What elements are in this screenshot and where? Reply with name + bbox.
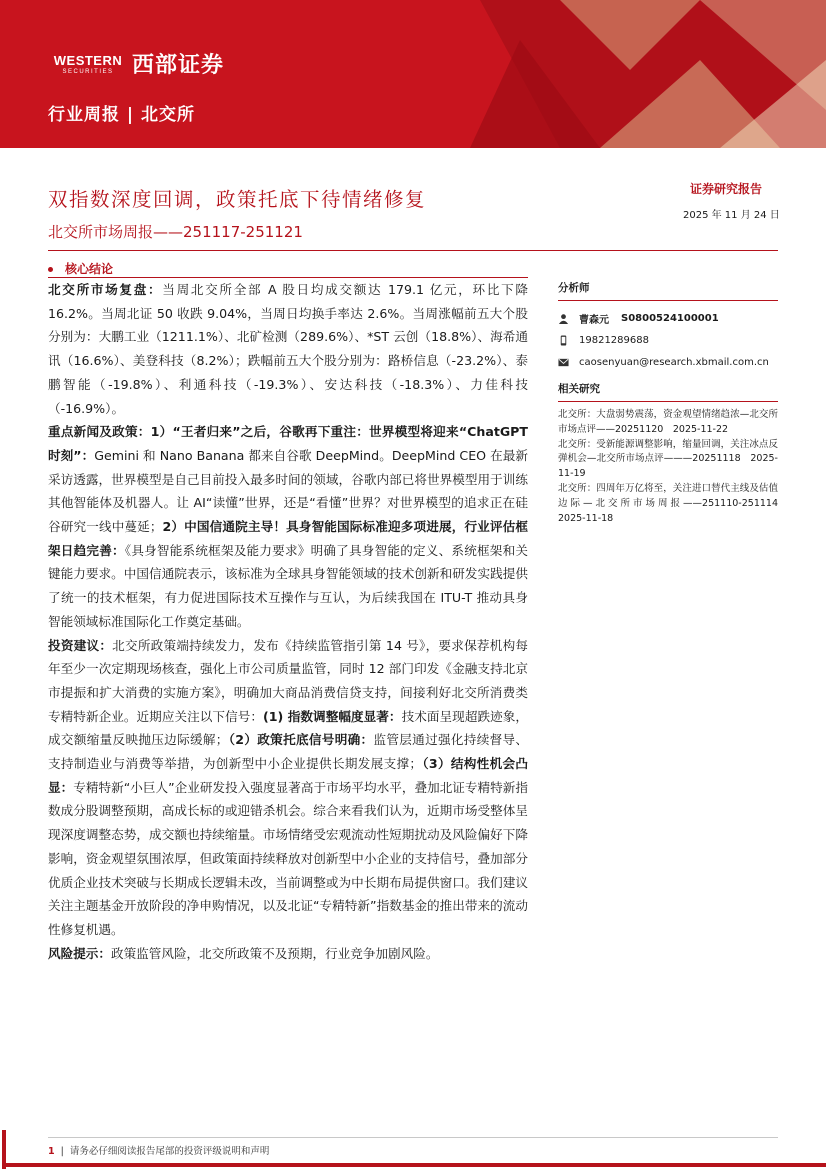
email-icon: [558, 357, 569, 368]
news-paragraph: 重点新闻及政策：1）“王者归来”之后，谷歌再下重注：世界模型将迎来“ChatGPT 时刻”：Gemini 和 Nano Banana 都来自谷歌 DeepMind。DeepMind CEO 在最新采访透露，世界模型是自己目前投入最多时间的领域，谷歌内部已将世界模型用于训练其他智能体及机器人。让 AI“读懂”世界，还是“看懂”世界？对世界模型的追求正在硅谷研究一线中蔓延；2）中国信通院主导！具身智能国际标准迎多项进展，行业评估框架日趋完善：《具身智能系统框架及能力要求》明确了具身智能的定义、系统框架和关键能力要求。中国信通院表示，该标准为全球具身智能领域的技术创新和研发实践提供了统一的技术框架，有力促进国际技术互操作与互认，为后续我国在 ITU-T 推动具身智能领域标准国际化工作奠定基础。: [48, 424, 529, 629]
logo-mark: [50, 53, 126, 75]
bullet-icon: [48, 267, 53, 272]
logo-text-en: WESTERN: [53, 52, 123, 68]
report-type: 行业周报 | 北交所: [48, 105, 196, 125]
analyst-phone: 19821289688: [579, 334, 649, 346]
phone-icon: [558, 335, 569, 346]
footer: [48, 1143, 269, 1157]
analyst-name-row: [558, 307, 778, 329]
sidebar: [558, 280, 788, 526]
related-heading: 相关研究: [558, 383, 600, 395]
email-row: [558, 351, 778, 373]
corner-bar-horizontal: [2, 1163, 826, 1167]
header-divider: [48, 250, 778, 251]
footer-disclaimer: 请务必仔细阅读报告尾部的投资评级说明和声明: [69, 1146, 270, 1157]
invest-paragraph: 投资建议：北交所政策端持续发力，发布《持续监管指引第 14 号》，要求保荐机构每年至少一次定期现场核查，强化上市公司质量监管，同时 12 部门印发《金融支持北京市提振和扩大消费的实施方案》，明确加大商品消费信贷支持，间接利好北交所消费类专精特新企业。近期应关注以下信号：(1) 指数调整幅度显著：技术面呈现超跌迹象，成交额缩量反映抛压边际缓解；（2）政策托底信号明确：监管层通过强化持续督导、支持制造业与消费等举措，为创新型中小企业提供长期发展支撑；（3）结构性机会凸显：专精特新“小巨人”企业研发投入强度显著高于市场平均水平，叠加北证专精特新指数成分股调整预期，高成长标的或迎错杀机会。综合来看我们认为，近期市场受整体呈现深度调整态势，成交额也持续缩量。市场情绪受宏观流动性短期扰动及风险偏好下降影响，资金观望氛围浓厚，但政策面持续释放对创新型中小企业的支持信号，叠加部分优质企业技术突破与长期成长逻辑未改，当前调整或为中长期布局提供窗口。我们建议关注主题基金开放阶段的净申购情况，以及北证“专精特新”指数基金的推出带来的流动性修复机遇。: [48, 637, 529, 937]
related-divider: [558, 401, 778, 402]
footer-divider: [48, 1137, 778, 1138]
related-item[interactable]: 北交所：四周年万亿将至，关注进口替代主线及估值边际—北交所市场周报——251110-251114 2025-11-18: [558, 482, 788, 524]
footer-separator: |: [60, 1146, 64, 1157]
core-heading: 核心结论: [48, 260, 113, 277]
report-subtitle: 北交所市场周报——251117-251121: [48, 223, 303, 241]
phone-row: [558, 329, 778, 351]
logo-text-en-sub: SECURITIES: [62, 68, 114, 75]
analyst-heading: 分析师: [558, 282, 590, 294]
related-item[interactable]: 北交所：受新能源调整影响，缩量回调，关注冰点反弹机会—北交所市场点评———20251118 2025-11-19: [558, 438, 778, 480]
analyst-divider: [558, 300, 778, 301]
report-title: 双指数深度回调，政策托底下待情绪修复: [48, 188, 427, 211]
market-paragraph: 北交所市场复盘：当周北交所全部 A 股日均成交额达 179.1 亿元，环比下降 16.2%。当周北证 50 收跌 9.04%，当周日均换手率达 2.6%。当周涨幅前五大个股分别为：大鹏工业（1211.1%）、北矿检测（289.6%）、*ST 云创（18.8%）、海希通讯（16.6%）、美登科技（8.2%）；跌幅前五大个股分别为：路桥信息（-23.2%）、泰鹏智能（-19.8%）、利通科技（-19.3%）、安达科技（-18.3%）、力佳科技（-16.9%）。: [48, 282, 529, 416]
related-item[interactable]: 北交所：大盘弱势震荡，资金观望情绪趋浓—北交所市场点评——20251120 2025-11-22: [558, 409, 778, 435]
page-number: 1: [48, 1146, 55, 1157]
header-banner: [0, 0, 826, 148]
related-list: [558, 408, 788, 526]
person-icon: [558, 313, 569, 324]
analyst-id: S0800524100001: [621, 312, 719, 324]
report-label: 证券研究报告: [690, 182, 763, 196]
risk-paragraph: 风险提示：政策监管风险，北交所政策不及预期，行业竞争加剧风险。: [48, 945, 439, 961]
analyst-email[interactable]: caosenyuan@research.xbmail.com.cn: [579, 356, 769, 368]
analyst-name: 曹森元: [579, 314, 609, 326]
main-body: [48, 278, 528, 965]
company-logo: [50, 48, 224, 79]
logo-text-cn: 西部证券: [132, 53, 225, 78]
report-date: 2025 年 11 月 24 日: [683, 210, 780, 221]
